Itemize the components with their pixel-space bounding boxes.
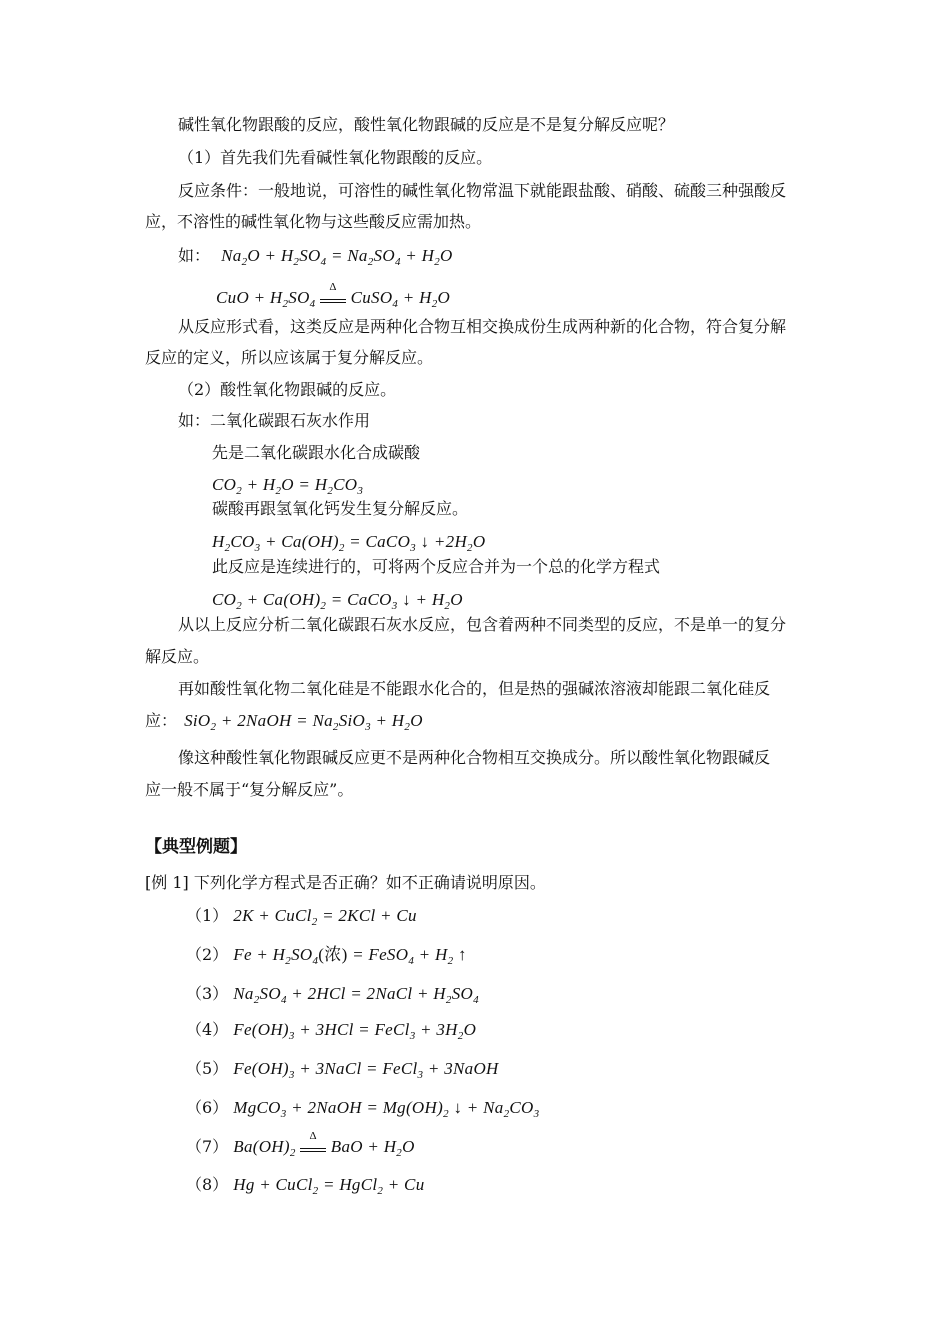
example-item-4: （4） $Fe(OH)_3 + 3HCl$ = FeCl$_3$ + $3H_2O$ bbox=[186, 1020, 477, 1042]
paragraph-co2-example: 如：二氧化碳跟石灰水作用 bbox=[178, 411, 371, 430]
paragraph-part2-title: （2）酸性氧化物跟碱的反应。 bbox=[178, 380, 397, 399]
prefix-ying: 应： bbox=[145, 711, 178, 730]
example-item-3: （3） $Na_2SO_4 + 2HCl$ = 2NaCl + $H_2SO_4$ bbox=[186, 984, 479, 1006]
equation-cuo-h2so4: CuO + $H_2SO_4$ Δ CuSO$_4$ + $H_2O$ bbox=[216, 281, 451, 310]
heating-sign: Δ bbox=[320, 293, 346, 303]
paragraph-summary-line2: 解反应。 bbox=[145, 647, 210, 666]
paragraph-co2-water: 先是二氧化碳跟水化合成碳酸 bbox=[212, 443, 421, 462]
paragraph-analysis-line2: 反应的定义，所以应该属于复分解反应。 bbox=[145, 348, 434, 367]
paragraph-part1-title: （1）首先我们先看碱性氧化物跟酸的反应。 bbox=[178, 148, 493, 167]
item-label: （2） bbox=[186, 945, 229, 964]
paragraph-carbonic-acid: 碳酸再跟氢氧化钙发生复分解反应。 bbox=[212, 499, 469, 518]
prefix-ru: 如： bbox=[178, 246, 211, 265]
paragraph-summary-line1: 从以上反应分析二氧化碳跟石灰水反应，包含着两种不同类型的反应，不是单一的复分 bbox=[178, 615, 787, 634]
item-label: （7） bbox=[186, 1137, 229, 1156]
paragraph-combined: 此反应是连续进行的，可将两个反应合并为一个总的化学方程式 bbox=[212, 557, 661, 576]
equation-co2-caoh2: $CO_2 + Ca(OH)_2$ = CaCO$_3$ ↓ + $H_2O$ bbox=[212, 590, 463, 612]
paragraph-sio2-line1: 再如酸性氧化物二氧化硅是不能跟水化合的，但是热的强碱浓溶液却能跟二氧化硅反 bbox=[178, 679, 771, 698]
example-item-5: （5） $Fe(OH)_3$ + 3NaCl = FeCl$_3$ + 3NaOH bbox=[186, 1059, 499, 1081]
item-label: （3） bbox=[186, 984, 229, 1003]
equation-co2-h2o: $CO_2 + H_2O = H_2CO_3$ bbox=[212, 475, 364, 497]
item-label: （1） bbox=[186, 906, 229, 925]
paragraph-analysis-line1: 从反应形式看，这类反应是两种化合物互相交换成份生成两种新的化合物，符合复分解 bbox=[178, 317, 787, 336]
equation-h2co3-caoh2: $H_2CO_3 + Ca(OH)_2$ = CaCO$_3$ ↓ $+2H_2O$ bbox=[212, 532, 486, 554]
item-label: （4） bbox=[186, 1020, 229, 1039]
equation-sio2-naoh: 应： SiO$_2$ + 2NaOH = $Na_2SiO_3 + H_2O$ bbox=[145, 711, 423, 733]
item-label: （6） bbox=[186, 1098, 229, 1117]
example-item-7: （7） $Ba(OH)_2$ Δ BaO + $H_2O$ bbox=[186, 1130, 415, 1159]
paragraph-condition-line1: 反应条件：一般地说，可溶性的碱性氧化物常温下就能跟盐酸、硝酸、硫酸三种强酸反 bbox=[178, 181, 787, 200]
example-item-6: （6） MgCO$_3$ + 2NaOH = $Mg(OH)_2$ ↓ + $Na_2CO_3$ bbox=[186, 1098, 540, 1120]
example-item-2: （2） $Fe + H_2SO_4$(浓) = FeSO$_4$ + $H_2$ ↑ bbox=[186, 945, 467, 967]
paragraph-conclusion-line1: 像这种酸性氧化物跟碱反应更不是两种化合物相互交换成分。所以酸性氧化物跟碱反 bbox=[178, 748, 771, 767]
item-label: （5） bbox=[186, 1059, 229, 1078]
item-label: （8） bbox=[186, 1175, 229, 1194]
example-item-8: （8） Hg + CuCl$_2$ = HgCl$_2$ + Cu bbox=[186, 1175, 425, 1197]
paragraph-intro-question: 碱性氧化物跟酸的反应，酸性氧化物跟碱的反应是不是复分解反应呢？ bbox=[178, 115, 675, 134]
paragraph-condition-line2: 应，不溶性的碱性氧化物与这些酸反应需加热。 bbox=[145, 212, 482, 231]
section-heading: 【典型例题】 bbox=[145, 837, 247, 857]
equation-na2o-h2so4: 如： $Na_2O + H_2SO_4 = Na_2SO_4 + H_2O$ bbox=[178, 246, 453, 268]
example-question: [例 1] 下列化学方程式是否正确？如不正确请说明原因。 bbox=[145, 873, 546, 892]
example-item-1: （1） 2K + CuCl$_2$ = 2KCl + Cu bbox=[186, 906, 417, 928]
paragraph-conclusion-line2: 应一般不属于“复分解反应”。 bbox=[145, 780, 354, 799]
heating-sign: Δ bbox=[300, 1142, 326, 1152]
